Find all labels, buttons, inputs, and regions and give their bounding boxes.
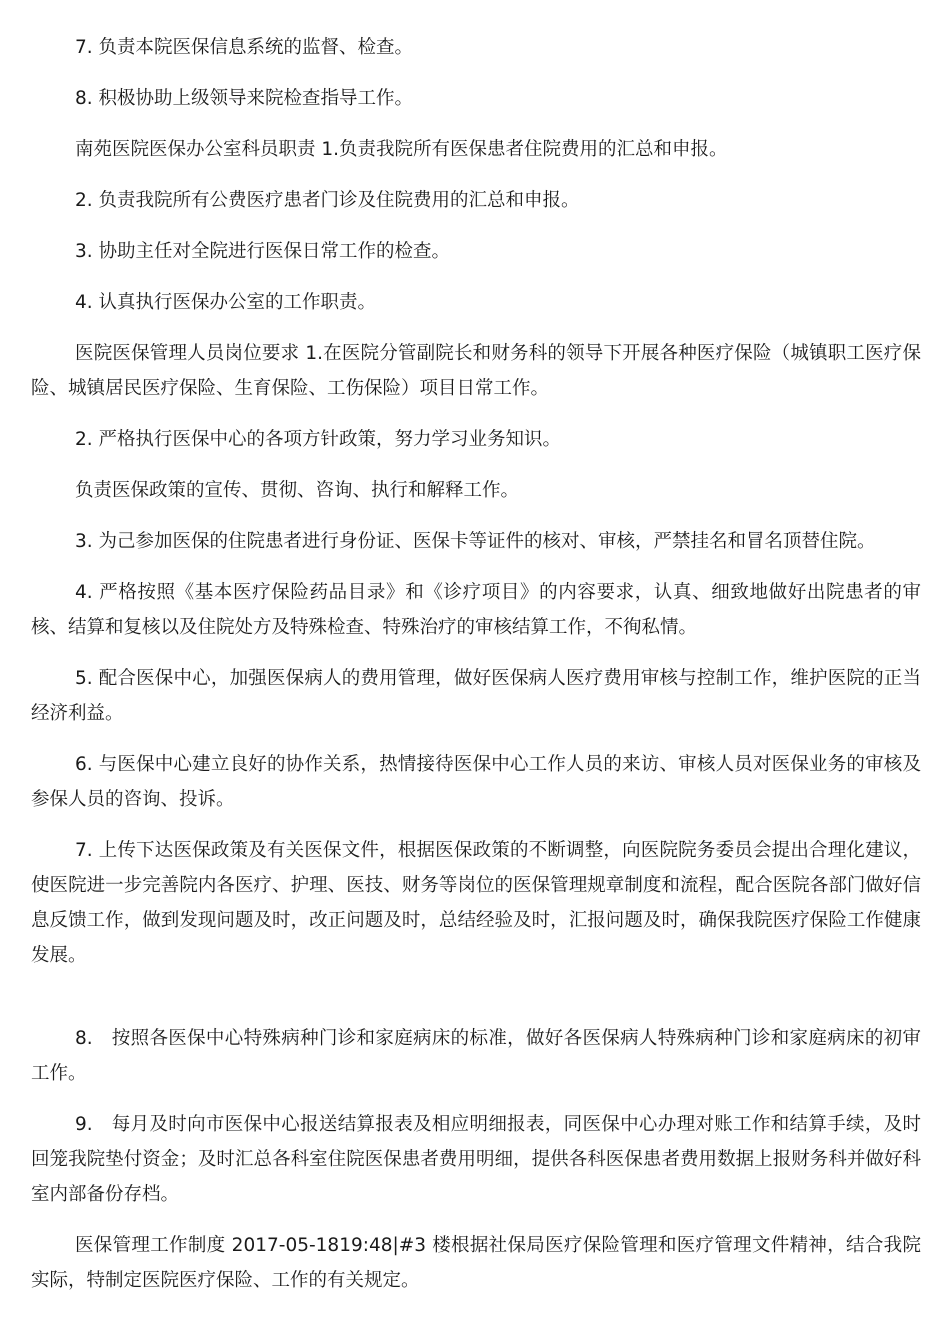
paragraph-duty-8: 8. 积极协助上级领导来院检查指导工作。 bbox=[75, 88, 414, 109]
paragraph-management-system: 医保管理工作制度 2017-05-1819:48|#3 楼根据社保局医疗保险管理和医疗管理文件精神，结合我院实际，特制定医院医疗保险、工作的有关规定。 bbox=[31, 1235, 921, 1291]
document-page bbox=[31, 30, 921, 1314]
paragraph-clerk-duty-1: 南苑医院医保办公室科员职责 1.负责我院所有医保患者住院费用的汇总和申报。 bbox=[75, 139, 728, 160]
paragraph-requirement-2: 2. 严格执行医保中心的各项方针政策，努力学习业务知识。 bbox=[75, 429, 562, 450]
paragraph-requirement-6: 6. 与医保中心建立良好的协作关系，热情接待医保中心工作人员的来访、审核人员对医保业务的审核及参保人员的咨询、投诉。 bbox=[31, 754, 921, 810]
paragraph-duty-7: 7. 负责本院医保信息系统的监督、检查。 bbox=[75, 37, 414, 58]
paragraph-requirement-7: 7. 上传下达医保政策及有关医保文件，根据医保政策的不断调整，向医院院务委员会提出合理化建议，使医院进一步完善院内各医疗、护理、医技、财务等岗位的医保管理规章制度和流程，配合医院各部门做好信息反馈工作，做到发现问题及时，改正问题及时，总结经验及时，汇报问题及时，确保我院医疗保险工作健康发展。 bbox=[31, 840, 921, 966]
paragraph-requirement-3: 3. 为己参加医保的住院患者进行身份证、医保卡等证件的核对、审核，严禁挂名和冒名顶替住院。 bbox=[75, 531, 876, 552]
paragraph-clerk-duty-3: 3. 协助主任对全院进行医保日常工作的检查。 bbox=[75, 241, 451, 262]
paragraph-clerk-duty-2: 2. 负责我院所有公费医疗患者门诊及住院费用的汇总和申报。 bbox=[75, 190, 580, 211]
paragraph-requirement-4: 4. 严格按照《基本医疗保险药品目录》和《诊疗项目》的内容要求，认真、细致地做好出院患者的审核、结算和复核以及住院处方及特殊检查、特殊治疗的审核结算工作，不徇私情。 bbox=[31, 582, 921, 638]
paragraph-requirement-8: 8. 按照各医保中心特殊病种门诊和家庭病床的标准，做好各医保病人特殊病种门诊和家庭病床的初审工作。 bbox=[31, 1028, 921, 1084]
paragraph-clerk-duty-4: 4. 认真执行医保办公室的工作职责。 bbox=[75, 292, 377, 313]
paragraph-requirement-5: 5. 配合医保中心，加强医保病人的费用管理，做好医保病人医疗费用审核与控制工作，维护医院的正当经济利益。 bbox=[31, 668, 921, 724]
paragraph-requirement-1: 医院医保管理人员岗位要求 1.在医院分管副院长和财务科的领导下开展各种医疗保险（城镇职工医疗保险、城镇居民医疗保险、生育保险、工伤保险）项目日常工作。 bbox=[31, 343, 921, 399]
paragraph-requirement-9: 9. 每月及时向市医保中心报送结算报表及相应明细报表，同医保中心办理对账工作和结算手续，及时回笼我院垫付资金；及时汇总各科室住院医保患者费用明细，提供各科医保患者费用数据上报财务科并做好科室内部备份存档。 bbox=[31, 1114, 921, 1205]
paragraph-policy-promotion: 负责医保政策的宣传、贯彻、咨询、执行和解释工作。 bbox=[75, 480, 520, 501]
